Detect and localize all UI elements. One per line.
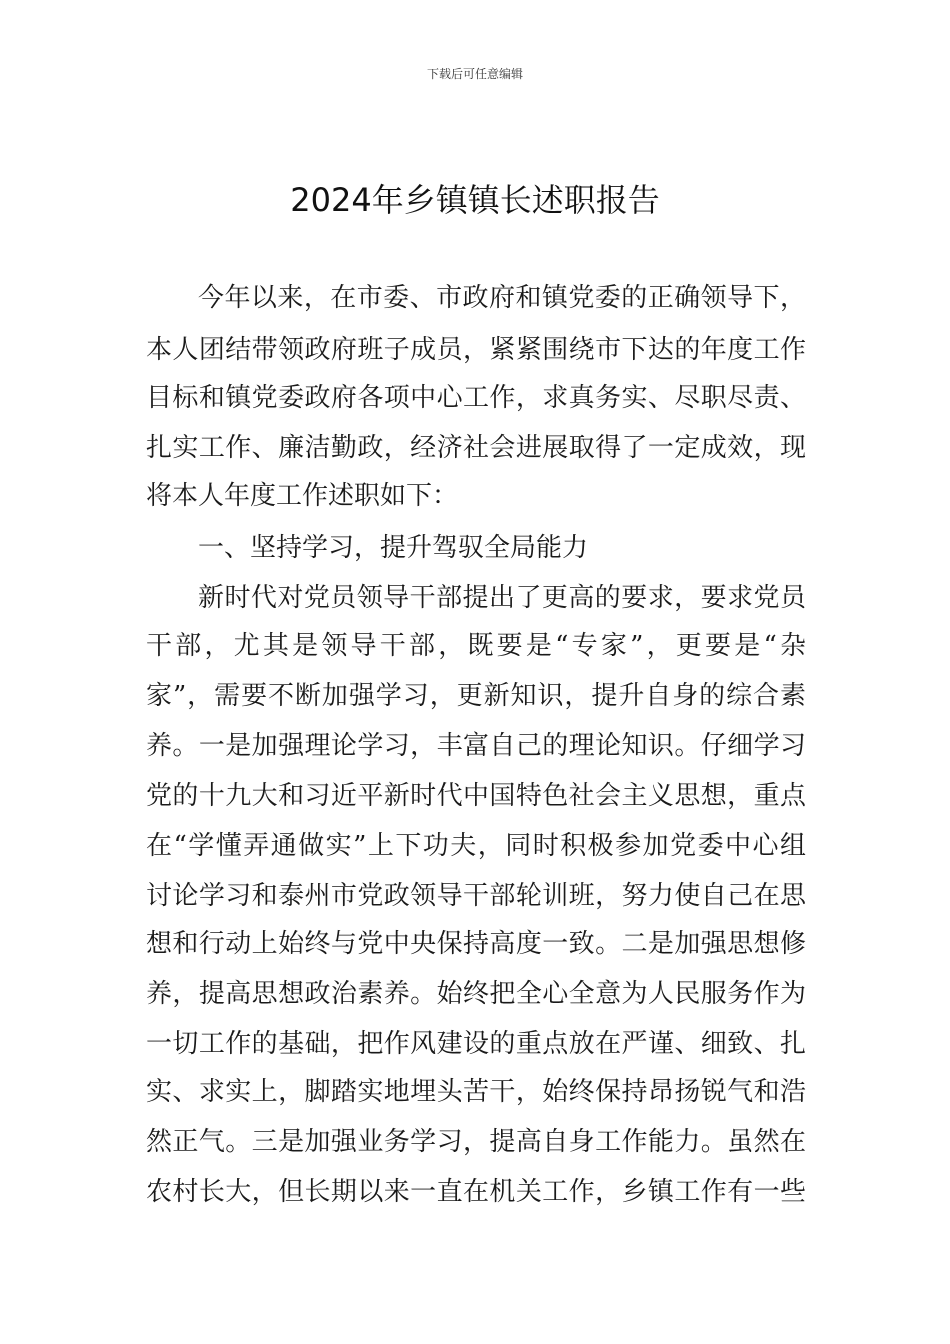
- document-title: 2024年乡镇镇长述职报告: [290, 181, 660, 219]
- body-line: 今年以来，在市委、市政府和镇党委的正确领导下，: [198, 283, 806, 313]
- body-line: 家”，需要不断加强学习，更新知识，提升自身的综合素: [146, 681, 806, 711]
- body-line: 养，提高思想政治素养。始终把全心全意为人民服务作为: [146, 979, 806, 1009]
- body-line: 然正气。三是加强业务学习，提高自身工作能力。虽然在: [146, 1127, 806, 1157]
- body-line: 将本人年度工作述职如下：: [146, 481, 459, 511]
- body-line: 党的十九大和习近平新时代中国特色社会主义思想，重点: [146, 781, 806, 811]
- body-line: 一切工作的基础，把作风建设的重点放在严谨、细致、扎: [146, 1029, 806, 1059]
- section-heading: 一、坚持学习，提升驾驭全局能力: [198, 533, 589, 563]
- body-line: 目标和镇党委政府各项中心工作，求真务实、尽职尽责、: [146, 383, 806, 413]
- body-line: 农村长大，但长期以来一直在机关工作，乡镇工作有一些: [146, 1177, 806, 1207]
- body-line: 养。一是加强理论学习，丰富自己的理论知识。仔细学习: [146, 731, 806, 761]
- body-line: 实、求实上，脚踏实地埋头苦干，始终保持昂扬锐气和浩: [146, 1077, 806, 1107]
- body-line: 新时代对党员领导干部提出了更高的要求，要求党员: [198, 583, 806, 613]
- body-line: 干部，尤其是领导干部，既要是“专家”，更要是“杂: [146, 631, 806, 661]
- header-note: 下载后可任意编辑: [426, 67, 523, 81]
- body-line: 讨论学习和泰州市党政领导干部轮训班，努力使自己在思: [146, 881, 806, 911]
- body-line: 想和行动上始终与党中央保持高度一致。二是加强思想修: [146, 929, 806, 959]
- body-line: 在“学懂弄通做实”上下功夫，同时积极参加党委中心组: [146, 831, 806, 861]
- body-line: 本人团结带领政府班子成员，紧紧围绕市下达的年度工作: [146, 335, 806, 365]
- body-line: 扎实工作、廉洁勤政，经济社会进展取得了一定成效，现: [146, 433, 806, 463]
